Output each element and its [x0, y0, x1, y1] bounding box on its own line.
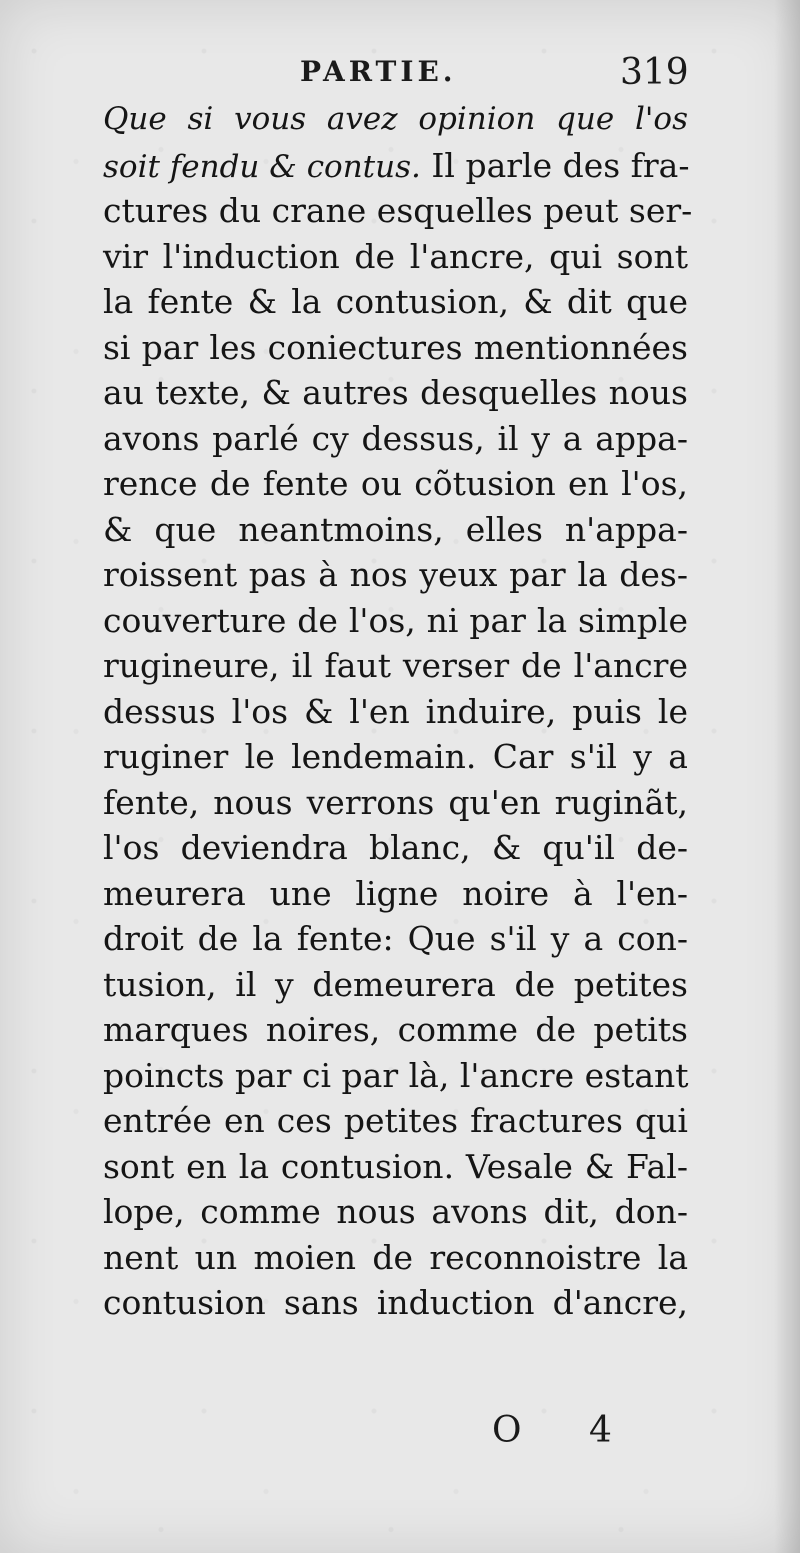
- text-line-4: vir l'induction de l'ancre, qui sont: [103, 236, 688, 276]
- text-line-17: l'os deviendra blanc, & qu'il de-: [103, 828, 688, 867]
- page-number: 319: [620, 52, 689, 93]
- text-line-9: rence de fente ou cõtusion en l'os,: [103, 464, 688, 503]
- text-line-5: la fente & la contusion, & dit que: [103, 282, 688, 321]
- text-line-7: au texte, & autres desquelles nous: [103, 373, 688, 412]
- running-title: PARTIE.: [300, 55, 457, 88]
- running-head: [0, 52, 800, 95]
- text-line-11: roissent pas à nos yeux par la des-: [103, 555, 688, 594]
- text-line-13: rugineure, il faut verser de l'ancre: [103, 646, 688, 685]
- text-line-14: dessus l'os & l'en induire, puis le: [103, 691, 688, 731]
- text-line-19: droit de la fente: Que s'il y a con-: [103, 919, 688, 958]
- text-line-18: meurera une ligne noire à l'en-: [103, 873, 688, 913]
- text-line-3: ctures du crane esquelles peut ser-: [103, 191, 693, 230]
- text-line-25: lope, comme nous avons dit, don-: [103, 1192, 688, 1231]
- text-line-10: & que neantmoins, elles n'appa-: [103, 509, 688, 549]
- signature-mark: O 4: [492, 1410, 640, 1451]
- page-edge-shadow: [774, 0, 800, 1553]
- text-line-16: fente, nous verrons qu'en ruginãt,: [103, 782, 688, 822]
- text-line-27: contusion sans induction d'ancre,: [103, 1283, 688, 1322]
- text-line-22: poincts par ci par là, l'ancre estant: [103, 1055, 689, 1095]
- text-line-1: Que si vous avez opinion que l'os: [103, 101, 688, 137]
- text-block: [103, 97, 693, 1326]
- text-line-20: tusion, il y demeurera de petites: [103, 964, 688, 1004]
- text-line-2-italic: soit fendu & contus.: [103, 148, 421, 185]
- text-line-24: sont en la contusion. Vesale & Fal-: [103, 1146, 688, 1186]
- text-line-12: couverture de l'os, ni par la simple: [103, 600, 688, 640]
- text-line-6: si par les coniectures mentionnées: [103, 327, 688, 367]
- text-line-2: [103, 143, 688, 189]
- text-line-8: avons parlé cy dessus, il y a appa-: [103, 418, 688, 458]
- text-line-15: ruginer le lendemain. Car s'il y a: [103, 737, 688, 776]
- text-line-23: entrée en ces petites fractures qui: [103, 1101, 688, 1140]
- text-line-21: marques noires, comme de petits: [103, 1010, 688, 1049]
- text-line-2-roman: Il parle des fra-: [420, 145, 690, 185]
- text-line-26: nent un moien de reconnoistre la: [103, 1237, 688, 1277]
